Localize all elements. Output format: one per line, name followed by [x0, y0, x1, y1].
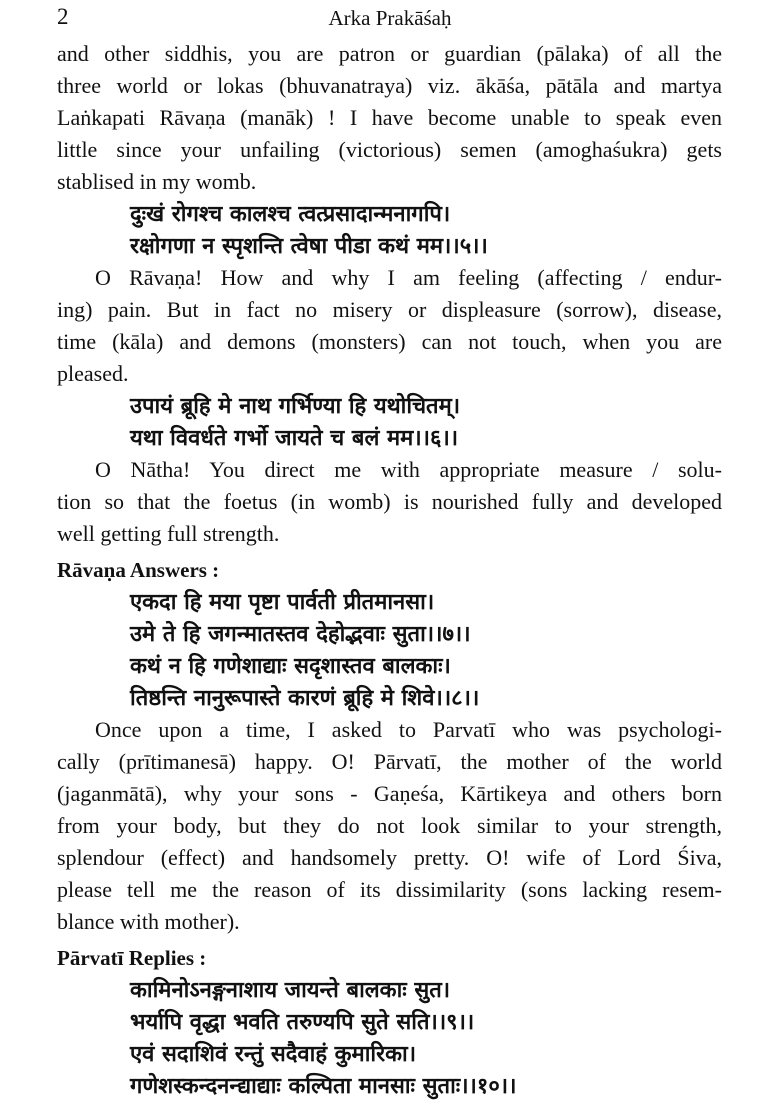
- sanskrit-verse-line: भर्यापि वृद्धा भवति तरुण्यपि सुते सति।।९।।: [130, 1010, 475, 1035]
- sanskrit-verse-line: यथा विवर्धते गर्भो जायते च बलं मम।।६।।: [130, 426, 459, 451]
- section-heading: Rāvaṇa Answers :: [57, 558, 220, 582]
- page-number: 2: [57, 4, 69, 29]
- text-line: from your body, but they do not look similar to your strength,: [57, 813, 722, 838]
- text-line: tion so that the foetus (in womb) is nourished fully and developed: [57, 489, 722, 514]
- text-line: (jaganmātā), why your sons - Gaṇeśa, Kārtikeya and others born: [57, 781, 722, 806]
- text-line: pleased.: [57, 361, 129, 386]
- sanskrit-verse-line: कामिनोऽनङ्गनाशाय जायन्ते बालकाः सुत।: [130, 978, 451, 1003]
- text-line: ing) pain. But in fact no misery or displeasure (sorrow), disease,: [57, 297, 722, 322]
- text-line: Laṅkapati Rāvaṇa (manāk) ! I have become unable to speak even: [57, 105, 722, 130]
- text-line: cally (prītimanesā) happy. O! Pārvatī, the mother of the world: [57, 749, 722, 774]
- text-line: O Rāvaṇa! How and why I am feeling (affecting / endur-: [95, 265, 722, 290]
- sanskrit-verse-line: कथं न हि गणेशाद्याः सदृशास्तव बालकाः।: [130, 654, 451, 679]
- text-line: blance with mother).: [57, 909, 240, 934]
- text-line: and other siddhis, you are patron or guardian (pālaka) of all the: [57, 41, 722, 66]
- text-line: little since your unfailing (victorious) semen (amoghaśukra) gets: [57, 137, 722, 162]
- text-line: well getting full strength.: [57, 521, 280, 546]
- sanskrit-verse-line: दुःखं रोगश्च कालश्च त्वत्प्रसादान्मनागपि।: [130, 202, 451, 227]
- running-title: Arka Prakāśaḥ: [328, 6, 452, 30]
- text-line: stablised in my womb.: [57, 169, 257, 194]
- section-heading: Pārvatī Replies :: [57, 946, 207, 970]
- sanskrit-verse-line: उपायं ब्रूहि मे नाथ गर्भिण्या हि यथोचितम्।: [130, 394, 461, 419]
- text-line: O Nātha! You direct me with appropriate measure / solu-: [95, 457, 722, 482]
- sanskrit-verse-line: तिष्ठन्ति नानुरूपास्ते कारणं ब्रूहि मे शिवे।।८।।: [130, 686, 480, 711]
- sanskrit-verse-line: उमे ते हि जगन्मातस्तव देहोद्भवाः सुता।।७।।: [130, 622, 471, 647]
- sanskrit-verse-line: एकदा हि मया पृष्टा पार्वती प्रीतमानसा।: [130, 590, 435, 615]
- sanskrit-verse-line: एवं सदाशिवं रन्तुं सदैवाहं कुमारिका।: [130, 1042, 417, 1067]
- sanskrit-verse-line: गणेशस्कन्दनन्द्याद्याः कल्पिता मानसाः सुताः।।१०।।: [130, 1074, 517, 1099]
- text-line: please tell me the reason of its dissimilarity (sons lacking resem-: [57, 877, 722, 902]
- text-line: splendour (effect) and handsomely pretty. O! wife of Lord Śiva,: [57, 845, 722, 870]
- text-line: three world or lokas (bhuvanatraya) viz. ākāśa, pātāla and martya: [57, 73, 722, 98]
- text-line: Once upon a time, I asked to Parvatī who was psychologi-: [95, 717, 722, 742]
- sanskrit-verse-line: रक्षोगणा न स्पृशन्ति त्वेषा पीडा कथं मम।।५।।: [130, 234, 488, 259]
- text-line: time (kāla) and demons (monsters) can not touch, when you are: [57, 329, 722, 354]
